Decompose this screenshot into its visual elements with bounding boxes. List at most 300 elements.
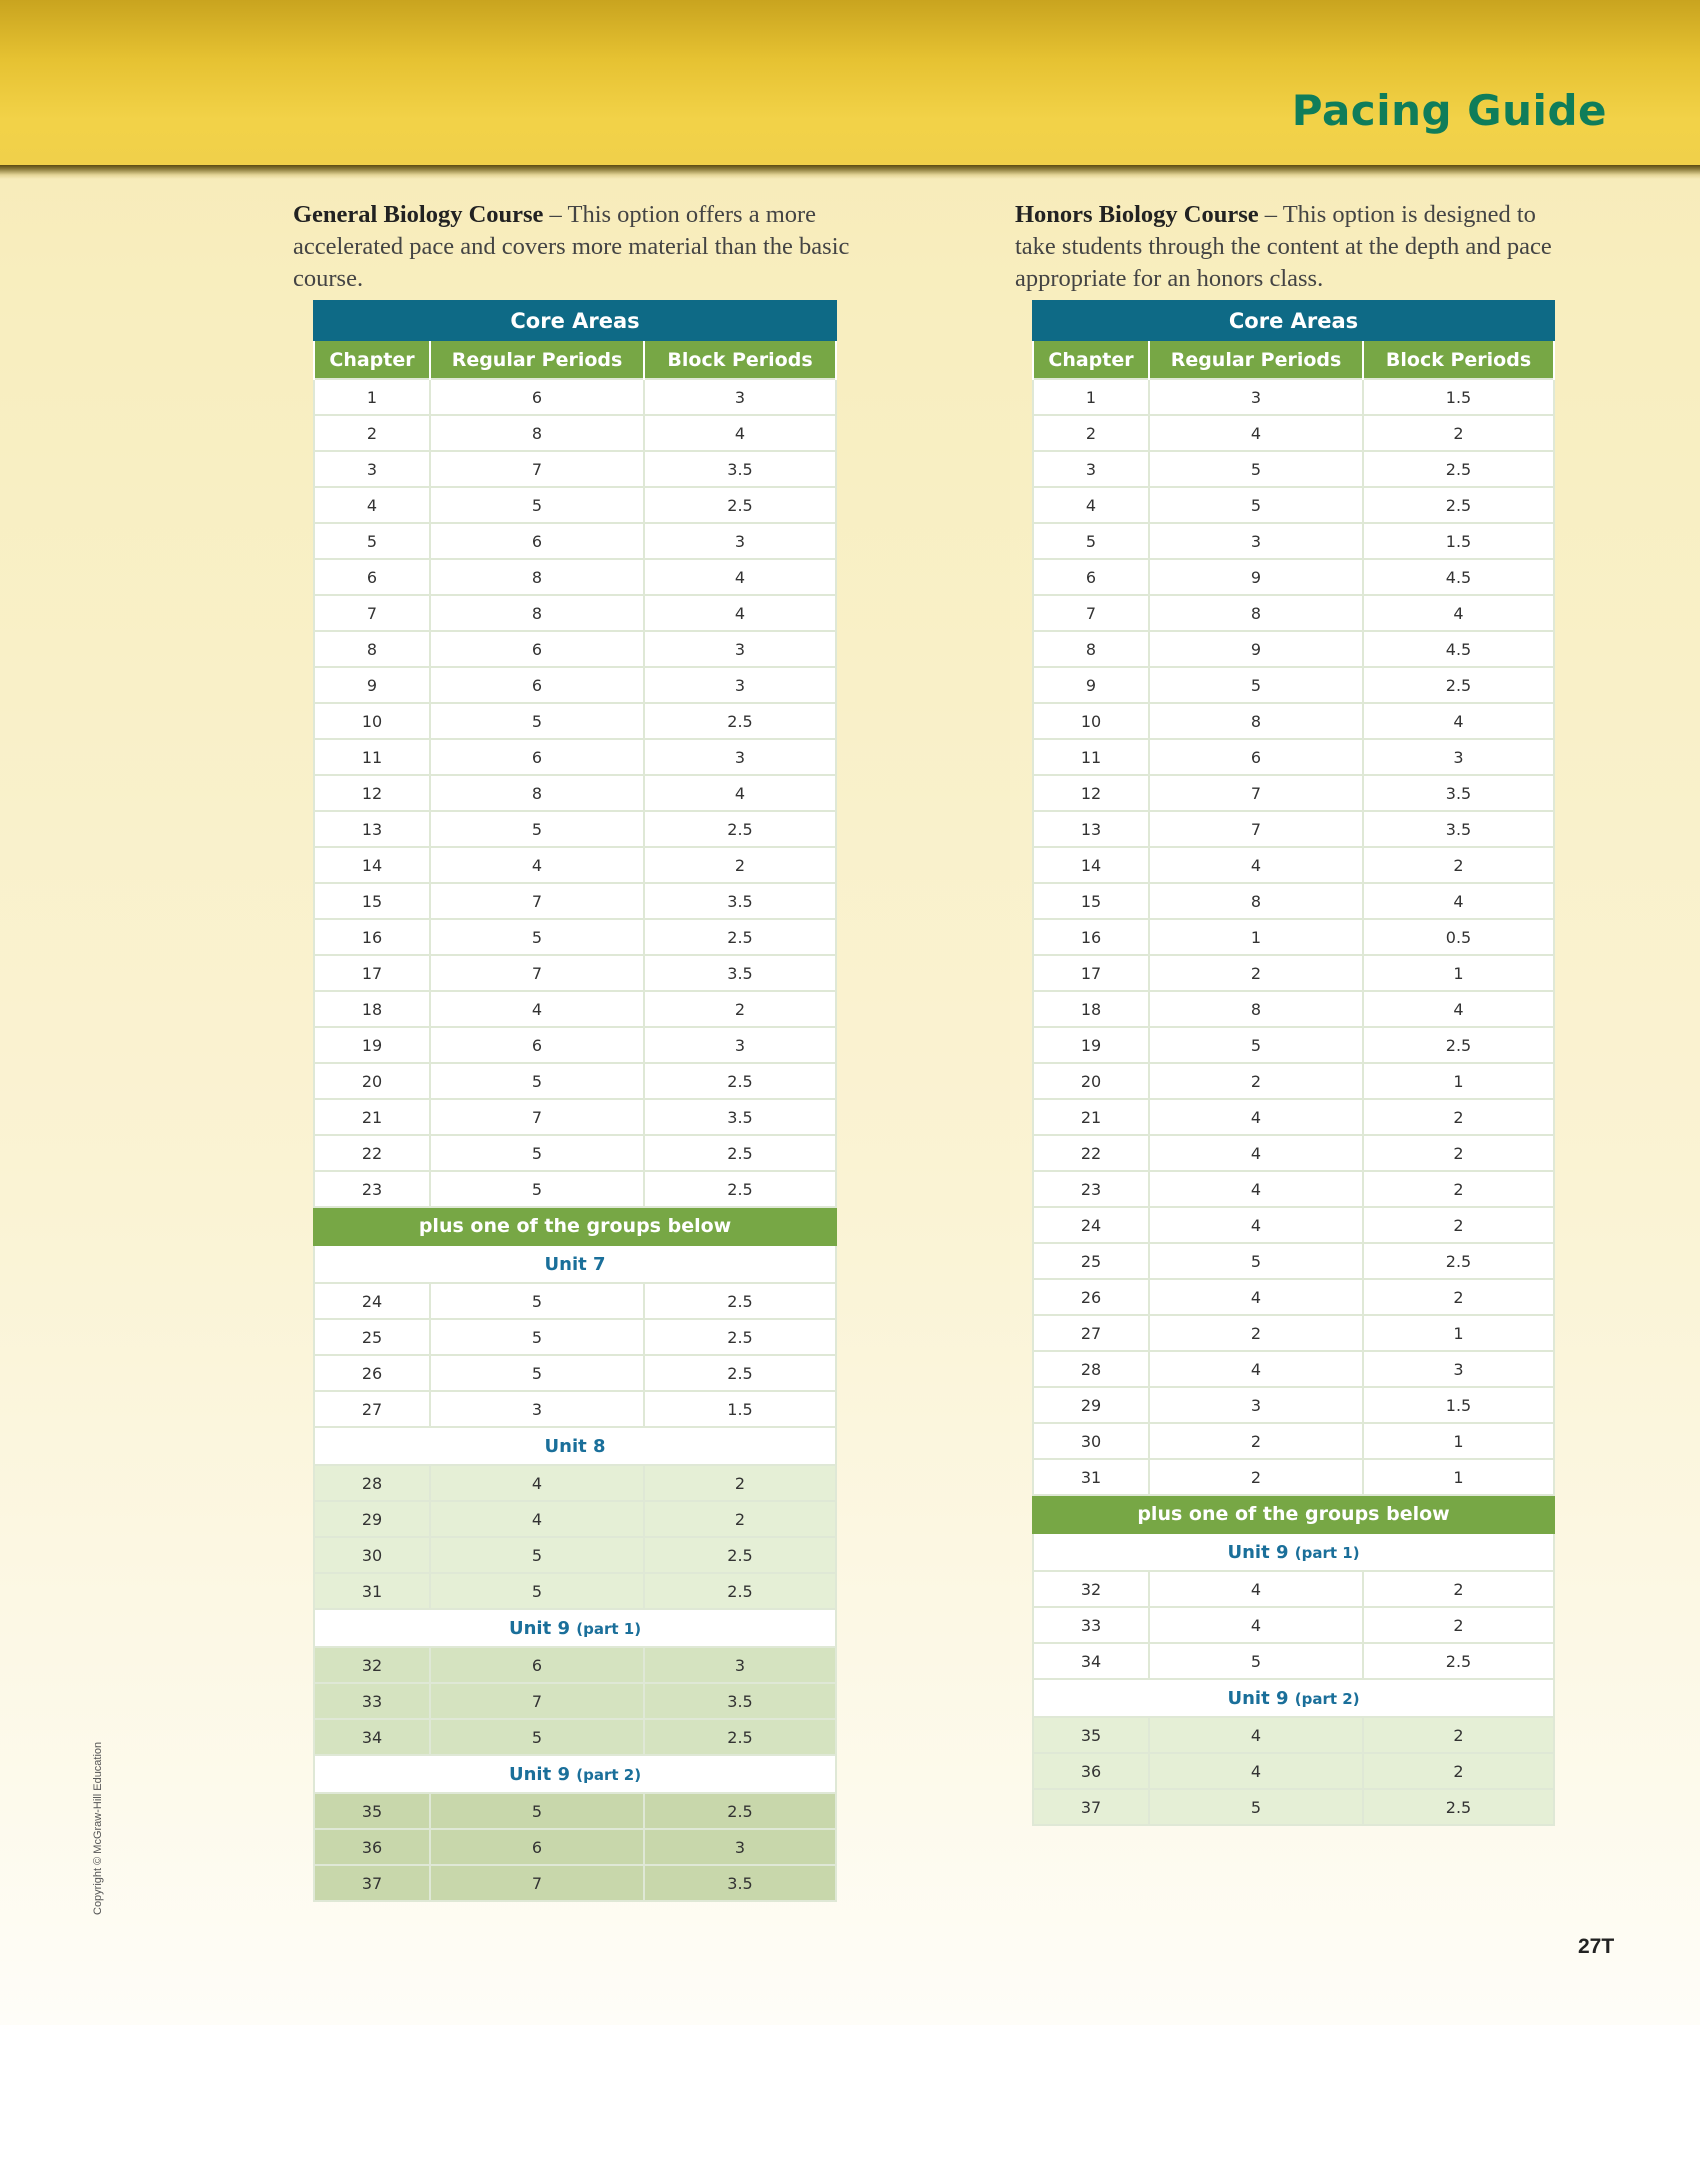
block-periods-cell: 2.5 (644, 1355, 836, 1391)
regular-periods-cell: 5 (430, 1063, 644, 1099)
table-row (314, 1027, 836, 1063)
block-periods-cell: 4 (644, 775, 836, 811)
block-periods-cell: 2.5 (644, 1719, 836, 1755)
chapter-cell: 13 (1033, 811, 1149, 847)
block-periods-cell: 3 (644, 1829, 836, 1865)
chapter-cell: 35 (1033, 1717, 1149, 1753)
table-row (1033, 667, 1554, 703)
chapter-cell: 22 (1033, 1135, 1149, 1171)
unit-label: Unit 7 (544, 1253, 606, 1275)
unit-heading (1033, 1679, 1554, 1717)
regular-periods-cell: 7 (430, 1683, 644, 1719)
honors-course-lead: Honors Biology Course (1015, 201, 1259, 228)
chapter-cell: 9 (314, 667, 430, 703)
regular-periods-cell: 4 (1149, 1099, 1363, 1135)
regular-periods-cell: 6 (430, 379, 644, 415)
column-header-row (314, 340, 836, 379)
regular-periods-cell: 5 (430, 811, 644, 847)
block-periods-cell: 1 (1363, 1423, 1554, 1459)
chapter-cell: 3 (1033, 451, 1149, 487)
table-row (1033, 1571, 1554, 1607)
block-periods-cell: 3 (644, 379, 836, 415)
table-row (1033, 1789, 1554, 1825)
core-areas-header-row (314, 301, 836, 340)
chapter-cell: 36 (314, 1829, 430, 1865)
block-periods-cell: 2 (1363, 1135, 1554, 1171)
regular-periods-cell: 4 (1149, 1171, 1363, 1207)
chapter-cell: 2 (314, 415, 430, 451)
block-periods-cell: 4 (644, 595, 836, 631)
regular-periods-column-header: Regular Periods (1149, 340, 1363, 379)
chapter-cell: 22 (314, 1135, 430, 1171)
regular-periods-cell: 4 (1149, 1279, 1363, 1315)
unit-heading-row (314, 1245, 836, 1283)
chapter-cell: 30 (314, 1537, 430, 1573)
chapter-cell: 14 (314, 847, 430, 883)
table-row (1033, 991, 1554, 1027)
block-periods-cell: 4.5 (1363, 631, 1554, 667)
table-row (314, 1829, 836, 1865)
regular-periods-cell: 7 (1149, 811, 1363, 847)
block-periods-cell: 1 (1363, 1063, 1554, 1099)
honors-course-description: – This option is designed to take students through the content at the depth and pace appropriate for an honors class. (1015, 201, 1552, 292)
table-row (1033, 451, 1554, 487)
regular-periods-cell: 6 (430, 739, 644, 775)
chapter-cell: 1 (314, 379, 430, 415)
page-title: Pacing Guide (1291, 86, 1607, 135)
unit-sublabel: (part 1) (1294, 1543, 1360, 1562)
block-periods-cell: 2.5 (1363, 1027, 1554, 1063)
chapter-cell: 3 (314, 451, 430, 487)
block-periods-column-header: Block Periods (644, 340, 836, 379)
table-row (1033, 1423, 1554, 1459)
table-row (1033, 955, 1554, 991)
regular-periods-cell: 5 (430, 703, 644, 739)
chapter-cell: 32 (1033, 1571, 1149, 1607)
block-periods-cell: 2 (644, 1501, 836, 1537)
block-periods-cell: 1.5 (1363, 523, 1554, 559)
block-periods-cell: 4 (644, 559, 836, 595)
regular-periods-cell: 2 (1149, 1063, 1363, 1099)
regular-periods-cell: 5 (1149, 1027, 1363, 1063)
chapter-cell: 37 (314, 1865, 430, 1901)
chapter-cell: 17 (314, 955, 430, 991)
block-periods-cell: 3.5 (644, 1865, 836, 1901)
table-row (1033, 739, 1554, 775)
block-periods-cell: 4 (1363, 595, 1554, 631)
table-row (1033, 1315, 1554, 1351)
chapter-cell: 19 (1033, 1027, 1149, 1063)
copyright-notice: Copyright © McGraw-Hill Education (92, 1741, 104, 1915)
table-row (314, 883, 836, 919)
table-row (314, 1793, 836, 1829)
regular-periods-cell: 4 (430, 1501, 644, 1537)
table-row (314, 703, 836, 739)
regular-periods-cell: 8 (1149, 883, 1363, 919)
header-band (0, 0, 1700, 165)
chapter-cell: 18 (1033, 991, 1149, 1027)
chapter-cell: 21 (1033, 1099, 1149, 1135)
unit-heading-row (1033, 1679, 1554, 1717)
core-areas-label: Core Areas (1033, 301, 1554, 340)
table-row (314, 775, 836, 811)
regular-periods-cell: 2 (1149, 955, 1363, 991)
general-course-lead: General Biology Course (293, 201, 544, 228)
block-periods-cell: 2 (1363, 847, 1554, 883)
block-periods-cell: 2 (644, 847, 836, 883)
chapter-cell: 10 (1033, 703, 1149, 739)
column-header-row (1033, 340, 1554, 379)
regular-periods-cell: 5 (430, 919, 644, 955)
chapter-cell: 16 (1033, 919, 1149, 955)
general-pacing-table (313, 300, 837, 1902)
page-number: 27T (1578, 1935, 1615, 1958)
table-row (1033, 487, 1554, 523)
table-row (314, 1465, 836, 1501)
unit-heading-row (314, 1609, 836, 1647)
header-shadow (0, 165, 1700, 179)
block-periods-cell: 4 (1363, 703, 1554, 739)
table-row (314, 1501, 836, 1537)
chapter-cell: 32 (314, 1647, 430, 1683)
table-row (1033, 1717, 1554, 1753)
regular-periods-cell: 5 (430, 1719, 644, 1755)
general-course-description: – This option offers a more accelerated pace and covers more material than the basic course. (293, 201, 850, 292)
table-row (314, 1719, 836, 1755)
regular-periods-cell: 5 (430, 1537, 644, 1573)
chapter-cell: 9 (1033, 667, 1149, 703)
table-row (314, 1573, 836, 1609)
block-periods-cell: 0.5 (1363, 919, 1554, 955)
table-row (1033, 595, 1554, 631)
block-periods-cell: 2.5 (1363, 451, 1554, 487)
honors-course-intro (1015, 199, 1575, 295)
block-periods-cell: 2.5 (644, 1793, 836, 1829)
block-periods-cell: 2 (1363, 415, 1554, 451)
regular-periods-cell: 9 (1149, 559, 1363, 595)
regular-periods-cell: 7 (430, 1099, 644, 1135)
chapter-cell: 12 (314, 775, 430, 811)
chapter-cell: 15 (314, 883, 430, 919)
chapter-cell: 8 (314, 631, 430, 667)
block-periods-cell: 2.5 (644, 1135, 836, 1171)
block-periods-cell: 2 (1363, 1099, 1554, 1135)
chapter-cell: 20 (314, 1063, 430, 1099)
chapter-cell: 30 (1033, 1423, 1149, 1459)
table-row (1033, 1459, 1554, 1495)
regular-periods-cell: 5 (430, 1355, 644, 1391)
regular-periods-cell: 3 (1149, 1387, 1363, 1423)
regular-periods-cell: 6 (430, 667, 644, 703)
regular-periods-cell: 7 (430, 451, 644, 487)
table-row (314, 1099, 836, 1135)
unit-sublabel: (part 2) (576, 1765, 642, 1784)
table-row (1033, 1243, 1554, 1279)
chapter-cell: 27 (314, 1391, 430, 1427)
core-areas-label: Core Areas (314, 301, 836, 340)
chapter-cell: 1 (1033, 379, 1149, 415)
block-periods-cell: 2 (1363, 1753, 1554, 1789)
unit-heading-row (314, 1427, 836, 1465)
table-row (1033, 811, 1554, 847)
plus-groups-label: plus one of the groups below (314, 1207, 836, 1245)
chapter-cell: 33 (314, 1683, 430, 1719)
regular-periods-cell: 5 (430, 1135, 644, 1171)
table-row (314, 631, 836, 667)
block-periods-cell: 1 (1363, 1315, 1554, 1351)
table-row (314, 667, 836, 703)
block-periods-cell: 2.5 (644, 1319, 836, 1355)
regular-periods-cell: 4 (1149, 1717, 1363, 1753)
block-periods-cell: 2.5 (644, 1573, 836, 1609)
regular-periods-cell: 4 (1149, 1351, 1363, 1387)
chapter-cell: 36 (1033, 1753, 1149, 1789)
table-row (314, 739, 836, 775)
regular-periods-cell: 4 (1149, 1135, 1363, 1171)
table-row (1033, 703, 1554, 739)
regular-periods-cell: 7 (430, 883, 644, 919)
regular-periods-cell: 2 (1149, 1459, 1363, 1495)
table-row (314, 1865, 836, 1901)
table-row (1033, 847, 1554, 883)
unit-heading-row (314, 1755, 836, 1793)
block-periods-cell: 2.5 (644, 487, 836, 523)
table-row (314, 919, 836, 955)
regular-periods-cell: 4 (1149, 1571, 1363, 1607)
table-row (1033, 1099, 1554, 1135)
block-periods-cell: 2.5 (1363, 1643, 1554, 1679)
table-row (314, 451, 836, 487)
block-periods-cell: 2.5 (644, 1283, 836, 1319)
block-periods-cell: 2 (1363, 1607, 1554, 1643)
block-periods-cell: 4.5 (1363, 559, 1554, 595)
block-periods-cell: 2 (644, 1465, 836, 1501)
chapter-cell: 27 (1033, 1315, 1149, 1351)
chapter-cell: 25 (1033, 1243, 1149, 1279)
regular-periods-cell: 6 (430, 1829, 644, 1865)
table-row (314, 1319, 836, 1355)
table-row (1033, 919, 1554, 955)
unit-sublabel: (part 1) (576, 1619, 642, 1638)
block-periods-cell: 3 (1363, 1351, 1554, 1387)
regular-periods-cell: 5 (430, 1319, 644, 1355)
chapter-cell: 29 (1033, 1387, 1149, 1423)
chapter-cell: 5 (1033, 523, 1149, 559)
block-periods-cell: 3.5 (644, 1683, 836, 1719)
table-row (314, 1683, 836, 1719)
regular-periods-cell: 8 (1149, 595, 1363, 631)
regular-periods-cell: 5 (1149, 667, 1363, 703)
unit-heading (1033, 1533, 1554, 1571)
regular-periods-cell: 5 (1149, 487, 1363, 523)
table-row (314, 1391, 836, 1427)
block-periods-cell: 2.5 (644, 1171, 836, 1207)
chapter-cell: 12 (1033, 775, 1149, 811)
regular-periods-cell: 3 (1149, 523, 1363, 559)
regular-periods-cell: 5 (1149, 451, 1363, 487)
general-course-intro (293, 199, 853, 295)
chapter-cell: 31 (1033, 1459, 1149, 1495)
chapter-cell: 19 (314, 1027, 430, 1063)
chapter-cell: 25 (314, 1319, 430, 1355)
table-row (1033, 1607, 1554, 1643)
table-row (1033, 883, 1554, 919)
table-row (1033, 379, 1554, 415)
table-row (314, 1171, 836, 1207)
regular-periods-cell: 5 (1149, 1789, 1363, 1825)
regular-periods-cell: 5 (430, 1793, 644, 1829)
chapter-cell: 34 (314, 1719, 430, 1755)
honors-pacing-table (1032, 300, 1555, 1826)
chapter-cell: 11 (314, 739, 430, 775)
regular-periods-cell: 7 (430, 1865, 644, 1901)
block-periods-cell: 1.5 (1363, 1387, 1554, 1423)
regular-periods-cell: 1 (1149, 919, 1363, 955)
table-row (314, 955, 836, 991)
regular-periods-cell: 5 (430, 1573, 644, 1609)
block-periods-cell: 1.5 (644, 1391, 836, 1427)
chapter-cell: 28 (1033, 1351, 1149, 1387)
block-periods-cell: 3 (644, 523, 836, 559)
block-periods-cell: 3 (1363, 739, 1554, 775)
table-row (314, 1355, 836, 1391)
regular-periods-cell: 8 (430, 595, 644, 631)
block-periods-cell: 1 (1363, 1459, 1554, 1495)
chapter-cell: 13 (314, 811, 430, 847)
chapter-cell: 37 (1033, 1789, 1149, 1825)
block-periods-cell: 4 (1363, 991, 1554, 1027)
block-periods-cell: 4 (644, 415, 836, 451)
chapter-cell: 35 (314, 1793, 430, 1829)
core-areas-header-row (1033, 301, 1554, 340)
regular-periods-cell: 5 (1149, 1243, 1363, 1279)
chapter-cell: 24 (1033, 1207, 1149, 1243)
block-periods-cell: 4 (1363, 883, 1554, 919)
block-periods-cell: 2 (1363, 1571, 1554, 1607)
table-row (314, 559, 836, 595)
block-periods-cell: 2.5 (644, 811, 836, 847)
regular-periods-column-header: Regular Periods (430, 340, 644, 379)
block-periods-cell: 3 (644, 739, 836, 775)
table-row (314, 1135, 836, 1171)
table-row (1033, 1171, 1554, 1207)
regular-periods-cell: 4 (1149, 1207, 1363, 1243)
table-row (1033, 1207, 1554, 1243)
regular-periods-cell: 4 (1149, 1753, 1363, 1789)
chapter-cell: 15 (1033, 883, 1149, 919)
regular-periods-cell: 3 (1149, 379, 1363, 415)
regular-periods-cell: 7 (430, 955, 644, 991)
table-row (314, 415, 836, 451)
table-row (314, 487, 836, 523)
table-row (1033, 1351, 1554, 1387)
chapter-cell: 33 (1033, 1607, 1149, 1643)
block-periods-cell: 3.5 (1363, 811, 1554, 847)
regular-periods-cell: 7 (1149, 775, 1363, 811)
chapter-cell: 21 (314, 1099, 430, 1135)
block-periods-cell: 3.5 (644, 883, 836, 919)
unit-heading (314, 1427, 836, 1465)
block-periods-cell: 3 (644, 667, 836, 703)
table-row (314, 1283, 836, 1319)
regular-periods-cell: 5 (430, 487, 644, 523)
block-periods-cell: 2 (1363, 1207, 1554, 1243)
block-periods-cell: 2.5 (644, 703, 836, 739)
chapter-cell: 6 (1033, 559, 1149, 595)
chapter-column-header: Chapter (314, 340, 430, 379)
table-row (1033, 415, 1554, 451)
unit-label: Unit 9 (508, 1763, 570, 1785)
table-row (1033, 1135, 1554, 1171)
block-periods-cell: 1 (1363, 955, 1554, 991)
table-row (314, 847, 836, 883)
chapter-cell: 23 (1033, 1171, 1149, 1207)
table-row (1033, 1753, 1554, 1789)
chapter-cell: 23 (314, 1171, 430, 1207)
table-row (314, 595, 836, 631)
block-periods-cell: 2.5 (1363, 487, 1554, 523)
block-periods-cell: 2.5 (644, 919, 836, 955)
chapter-cell: 5 (314, 523, 430, 559)
chapter-cell: 28 (314, 1465, 430, 1501)
chapter-column-header: Chapter (1033, 340, 1149, 379)
unit-label: Unit 9 (1227, 1541, 1289, 1563)
chapter-cell: 31 (314, 1573, 430, 1609)
regular-periods-cell: 6 (430, 1027, 644, 1063)
chapter-cell: 6 (314, 559, 430, 595)
chapter-cell: 24 (314, 1283, 430, 1319)
block-periods-cell: 2.5 (1363, 1789, 1554, 1825)
block-periods-cell: 2 (644, 991, 836, 1027)
table-row (314, 379, 836, 415)
regular-periods-cell: 9 (1149, 631, 1363, 667)
chapter-cell: 26 (314, 1355, 430, 1391)
chapter-cell: 11 (1033, 739, 1149, 775)
regular-periods-cell: 4 (1149, 1607, 1363, 1643)
regular-periods-cell: 3 (430, 1391, 644, 1427)
chapter-cell: 8 (1033, 631, 1149, 667)
block-periods-cell: 3.5 (644, 451, 836, 487)
plus-groups-row (314, 1207, 836, 1245)
regular-periods-cell: 4 (430, 1465, 644, 1501)
regular-periods-cell: 5 (430, 1283, 644, 1319)
chapter-cell: 20 (1033, 1063, 1149, 1099)
regular-periods-cell: 6 (1149, 739, 1363, 775)
unit-heading (314, 1245, 836, 1283)
table-row (1033, 1643, 1554, 1679)
block-periods-cell: 2 (1363, 1717, 1554, 1753)
chapter-cell: 10 (314, 703, 430, 739)
regular-periods-cell: 8 (430, 559, 644, 595)
unit-heading (314, 1609, 836, 1647)
table-row (1033, 631, 1554, 667)
unit-label: Unit 9 (1227, 1687, 1289, 1709)
unit-sublabel: (part 2) (1294, 1689, 1360, 1708)
table-row (1033, 1279, 1554, 1315)
table-row (1033, 559, 1554, 595)
chapter-cell: 29 (314, 1501, 430, 1537)
regular-periods-cell: 8 (1149, 703, 1363, 739)
block-periods-cell: 3.5 (1363, 775, 1554, 811)
plus-groups-label: plus one of the groups below (1033, 1495, 1554, 1533)
unit-label: Unit 9 (508, 1617, 570, 1639)
regular-periods-cell: 2 (1149, 1315, 1363, 1351)
table-row (314, 523, 836, 559)
block-periods-cell: 2 (1363, 1279, 1554, 1315)
regular-periods-cell: 4 (1149, 415, 1363, 451)
table-row (1033, 523, 1554, 559)
table-row (1033, 1063, 1554, 1099)
